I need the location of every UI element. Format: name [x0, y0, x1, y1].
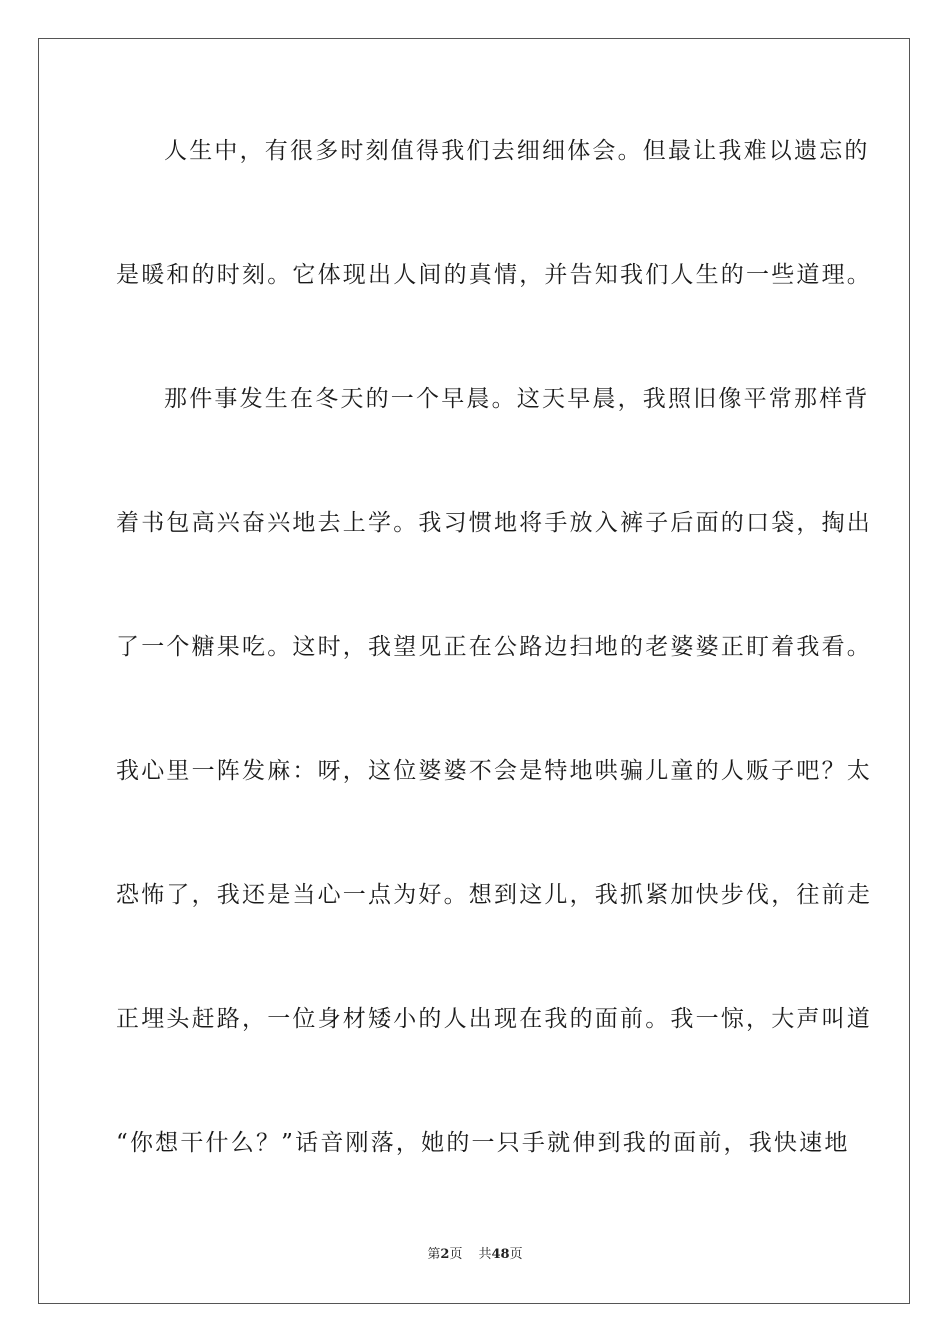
- page-footer: [0, 1246, 950, 1264]
- paragraph-line: 恐怖了，我还是当心一点为好。想到这儿，我抓紧加快步伐，往前走: [116, 882, 872, 908]
- paragraph-line: 人生中，有很多时刻值得我们去细细体会。但最让我难以遗忘的: [164, 138, 870, 164]
- total-pages: 48: [491, 1247, 510, 1262]
- paragraph-line: 我心里一阵发麻：呀，这位婆婆不会是特地哄骗儿童的人贩子吧？太: [116, 758, 872, 784]
- paragraph-line: 正埋头赶路，一位身材矮小的人出现在我的面前。我一惊，大声叫道: [116, 1006, 872, 1032]
- paragraph-line: 那件事发生在冬天的一个早晨。这天早晨，我照旧像平常那样背: [164, 386, 870, 412]
- total-suffix: 页: [509, 1247, 523, 1262]
- page-suffix: 页: [449, 1247, 463, 1262]
- page-number: 2: [440, 1247, 450, 1262]
- paragraph-line: 是暖和的时刻。它体现出人间的真情，并告知我们人生的一些道理。: [116, 262, 872, 288]
- paragraph-line: 着书包高兴奋兴地去上学。我习惯地将手放入裤子后面的口袋，掏出: [116, 510, 872, 536]
- paragraph-line: 了一个糖果吃。这时，我望见正在公路边扫地的老婆婆正盯着我看。: [116, 634, 872, 660]
- page-border: [38, 38, 910, 1304]
- paragraph-line: “你想干什么？”话音刚落，她的一只手就伸到我的面前，我快速地: [116, 1130, 850, 1156]
- page-prefix: 第: [427, 1247, 441, 1262]
- total-prefix: 共: [478, 1247, 492, 1262]
